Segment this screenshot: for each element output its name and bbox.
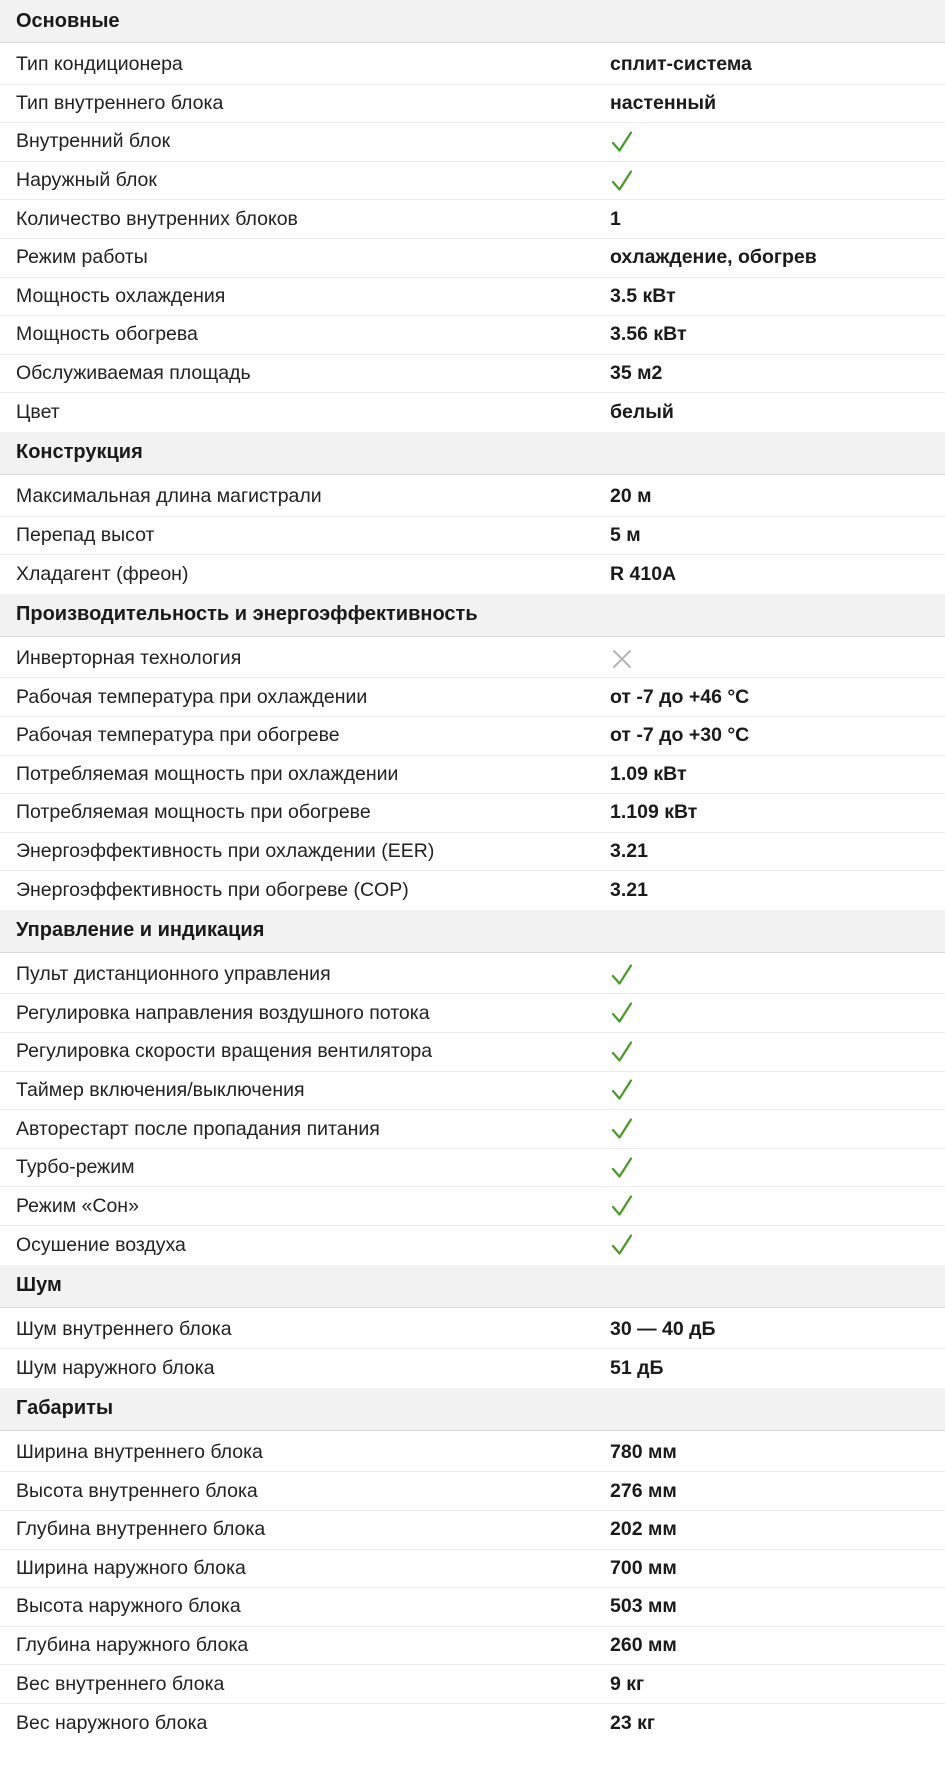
spec-row <box>0 1704 945 1743</box>
spec-value: 503 мм <box>610 1595 677 1618</box>
spec-value: 1 <box>610 207 621 230</box>
spec-value: 35 м2 <box>610 362 663 385</box>
spec-row <box>0 1550 945 1589</box>
spec-value: 260 мм <box>610 1634 677 1657</box>
spec-row <box>0 1511 945 1550</box>
section-title: Производительность и энергоэффективность <box>0 594 945 637</box>
spec-label: Ширина внутреннего блока <box>16 1441 263 1464</box>
spec-row <box>0 1665 945 1704</box>
spec-value: 276 мм <box>610 1479 677 1502</box>
spec-value-icon <box>610 1156 945 1180</box>
spec-section <box>0 594 945 910</box>
spec-label: Перепад высот <box>16 523 155 546</box>
spec-section <box>0 0 945 432</box>
spec-row <box>0 517 945 556</box>
section-title: Управление и индикация <box>0 910 945 953</box>
spec-label: Шум наружного блока <box>16 1357 215 1380</box>
spec-row <box>0 1072 945 1111</box>
spec-row <box>0 316 945 355</box>
spec-value: 9 кг <box>610 1672 645 1695</box>
spec-label: Количество внутренних блоков <box>16 207 298 230</box>
spec-value: 30 — 40 дБ <box>610 1317 716 1340</box>
spec-value-icon <box>610 1233 945 1257</box>
spec-row <box>0 1033 945 1072</box>
spec-value: 202 мм <box>610 1518 677 1541</box>
cross-icon <box>610 647 634 671</box>
spec-label: Осушение воздуха <box>16 1233 186 1256</box>
spec-row <box>0 994 945 1033</box>
spec-row <box>0 794 945 833</box>
spec-label: Тип кондиционера <box>16 53 183 76</box>
spec-value: от -7 до +30 °C <box>610 724 750 747</box>
spec-label: Наружный блок <box>16 169 157 192</box>
spec-value: 780 мм <box>610 1441 677 1464</box>
spec-label: Шум внутреннего блока <box>16 1317 232 1340</box>
spec-value: 5 м <box>610 523 641 546</box>
spec-value: 1.09 кВт <box>610 762 687 785</box>
spec-label: Вес наружного блока <box>16 1711 208 1734</box>
spec-value: белый <box>610 401 674 424</box>
spec-label: Максимальная длина магистрали <box>16 485 322 508</box>
spec-value-icon <box>610 1001 945 1025</box>
spec-section <box>0 1388 945 1743</box>
spec-section <box>0 1265 945 1388</box>
spec-value-icon <box>610 647 945 671</box>
spec-label: Ширина наружного блока <box>16 1556 246 1579</box>
spec-row <box>0 833 945 872</box>
spec-row <box>0 393 945 432</box>
spec-row <box>0 85 945 124</box>
spec-value: 3.21 <box>610 879 648 902</box>
spec-value: 3.56 кВт <box>610 323 687 346</box>
spec-row <box>0 123 945 162</box>
spec-label: Вес внутреннего блока <box>16 1672 225 1695</box>
spec-row <box>0 1149 945 1188</box>
spec-value: сплит-система <box>610 53 752 76</box>
spec-value: настенный <box>610 91 717 114</box>
spec-row <box>0 1226 945 1265</box>
spec-rows <box>0 1431 945 1743</box>
spec-row <box>0 1187 945 1226</box>
spec-value-icon <box>610 169 945 193</box>
spec-value: 3.5 кВт <box>610 284 676 307</box>
spec-row <box>0 46 945 85</box>
spec-value: охлаждение, обогрев <box>610 246 817 269</box>
check-icon <box>610 1156 634 1180</box>
spec-value: 700 мм <box>610 1556 677 1579</box>
spec-row <box>0 555 945 594</box>
spec-label: Глубина внутреннего блока <box>16 1518 266 1541</box>
spec-label: Хладагент (фреон) <box>16 562 189 585</box>
spec-row <box>0 756 945 795</box>
spec-value: 23 кг <box>610 1711 655 1734</box>
spec-row <box>0 1434 945 1473</box>
check-icon <box>610 130 634 154</box>
spec-row <box>0 278 945 317</box>
spec-label: Глубина наружного блока <box>16 1634 249 1657</box>
spec-label: Внутренний блок <box>16 130 171 153</box>
spec-row <box>0 1110 945 1149</box>
spec-label: Потребляемая мощность при обогреве <box>16 801 371 824</box>
spec-value-icon <box>610 1117 945 1141</box>
spec-value: R 410A <box>610 562 677 585</box>
spec-row <box>0 956 945 995</box>
spec-row <box>0 1472 945 1511</box>
spec-label: Режим работы <box>16 246 148 269</box>
spec-value-icon <box>610 1078 945 1102</box>
spec-rows <box>0 475 945 594</box>
spec-section <box>0 432 945 594</box>
spec-label: Мощность обогрева <box>16 323 198 346</box>
spec-value: 51 дБ <box>610 1357 664 1380</box>
section-title: Основные <box>0 0 945 43</box>
check-icon <box>610 1194 634 1218</box>
spec-value: 1.109 кВт <box>610 801 698 824</box>
spec-row <box>0 1588 945 1627</box>
spec-label: Высота внутреннего блока <box>16 1479 258 1502</box>
spec-value-icon <box>610 130 945 154</box>
spec-row <box>0 717 945 756</box>
spec-label: Инверторная технология <box>16 647 242 670</box>
spec-label: Обслуживаемая площадь <box>16 362 251 385</box>
spec-label: Режим «Сон» <box>16 1194 139 1217</box>
spec-label: Регулировка скорости вращения вентилятора <box>16 1040 433 1063</box>
spec-label: Энергоэффективность при обогреве (COP) <box>16 879 409 902</box>
spec-row <box>0 1311 945 1350</box>
check-icon <box>610 1117 634 1141</box>
spec-label: Мощность охлаждения <box>16 284 226 307</box>
check-icon <box>610 963 634 987</box>
spec-value: 20 м <box>610 485 652 508</box>
spec-label: Энергоэффективность при охлаждении (EER) <box>16 839 435 862</box>
spec-label: Пульт дистанционного управления <box>16 963 331 986</box>
spec-label: Цвет <box>16 401 60 424</box>
check-icon <box>610 169 634 193</box>
spec-label: Регулировка направления воздушного потока <box>16 1001 430 1024</box>
spec-value-icon <box>610 963 945 987</box>
spec-label: Рабочая температура при обогреве <box>16 724 340 747</box>
spec-row <box>0 478 945 517</box>
spec-value: от -7 до +46 °C <box>610 685 750 708</box>
spec-label: Турбо-режим <box>16 1156 135 1179</box>
spec-label: Рабочая температура при охлаждении <box>16 685 368 708</box>
check-icon <box>610 1233 634 1257</box>
spec-row <box>0 1349 945 1388</box>
spec-row <box>0 871 945 910</box>
spec-row <box>0 640 945 679</box>
spec-label: Потребляемая мощность при охлаждении <box>16 762 399 785</box>
spec-label: Тип внутреннего блока <box>16 91 224 114</box>
check-icon <box>610 1078 634 1102</box>
spec-rows <box>0 43 945 432</box>
spec-row <box>0 1627 945 1666</box>
spec-row <box>0 162 945 201</box>
spec-row <box>0 200 945 239</box>
spec-value-icon <box>610 1040 945 1064</box>
section-title: Шум <box>0 1265 945 1308</box>
spec-label: Таймер включения/выключения <box>16 1078 305 1101</box>
section-title: Конструкция <box>0 432 945 475</box>
spec-value-icon <box>610 1194 945 1218</box>
check-icon <box>610 1040 634 1064</box>
spec-value: 3.21 <box>610 839 648 862</box>
spec-row <box>0 239 945 278</box>
spec-label: Высота наружного блока <box>16 1595 241 1618</box>
spec-row <box>0 678 945 717</box>
spec-label: Авторестарт после пропадания питания <box>16 1117 380 1140</box>
check-icon <box>610 1001 634 1025</box>
spec-section <box>0 910 945 1265</box>
spec-row <box>0 355 945 394</box>
spec-rows <box>0 953 945 1265</box>
section-title: Габариты <box>0 1388 945 1431</box>
spec-rows <box>0 637 945 910</box>
spec-rows <box>0 1308 945 1388</box>
